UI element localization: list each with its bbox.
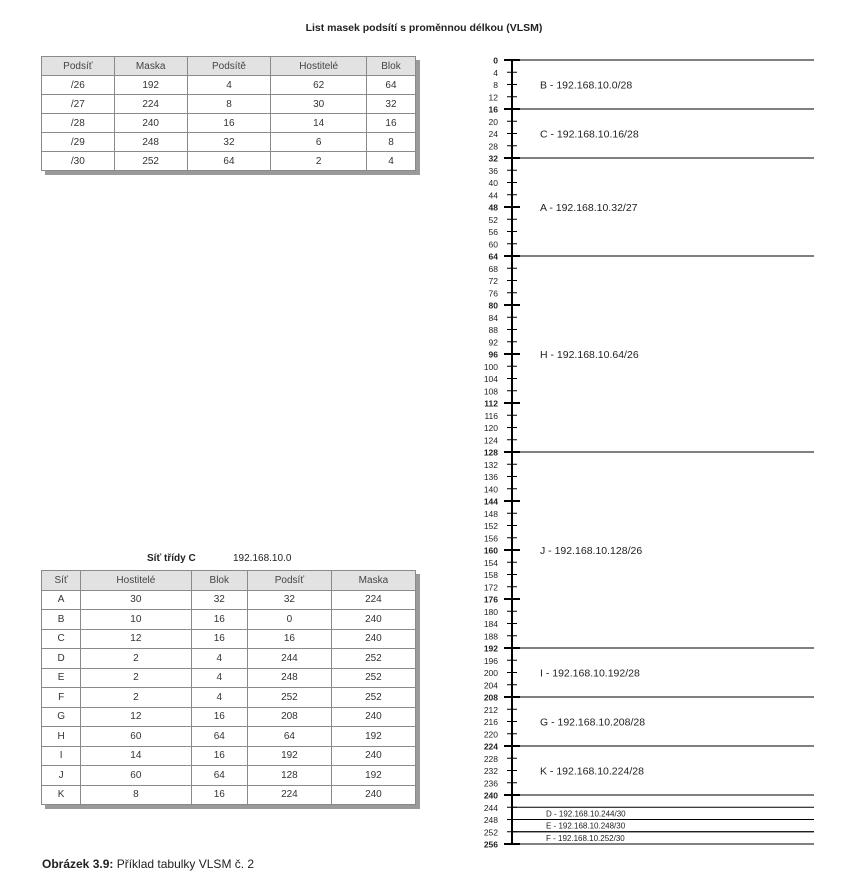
table-cell: 62 (271, 76, 367, 95)
scale-tick-label: 68 (488, 263, 498, 274)
table-cell: 14 (271, 114, 367, 133)
scale-tick-label: 48 (488, 202, 498, 213)
scale-tick-label: 72 (488, 276, 498, 286)
table-cell: 4 (366, 152, 415, 171)
scale-tick-label: 88 (488, 325, 498, 335)
table-cell: 16 (191, 785, 248, 805)
table-cell: 2 (271, 152, 367, 171)
table-cell: 4 (191, 668, 248, 688)
scale-tick-label: 152 (483, 521, 498, 531)
scale-tick-label: 36 (488, 165, 498, 176)
table-cell: 2 (81, 668, 191, 688)
table-cell: 12 (81, 707, 191, 727)
table-cell: 0 (248, 610, 332, 630)
table-cell: 32 (366, 95, 415, 114)
table-cell: 16 (191, 629, 248, 649)
scale-tick-label: 104 (483, 374, 498, 384)
table-cell: 8 (366, 133, 415, 152)
table-cell: 64 (187, 152, 271, 171)
table-cell: C (42, 629, 81, 649)
scale-tick-label: 192 (483, 643, 498, 654)
block-label: E - 192.168.10.248/30 (546, 821, 626, 831)
scale-tick-label: 248 (483, 815, 498, 825)
table-cell: 252 (248, 688, 332, 708)
table-cell: 240 (331, 610, 415, 630)
scale-tick-label: 140 (483, 484, 498, 495)
block-label: A - 192.168.10.32/27 (540, 202, 638, 214)
scale-tick-label: 80 (488, 300, 498, 311)
table-cell: 248 (248, 668, 332, 688)
scale-tick-label: 84 (488, 312, 498, 323)
scale-tick-label: 76 (488, 288, 498, 299)
table-cell: 16 (366, 114, 415, 133)
scale-tick-label: 100 (483, 361, 498, 372)
table-cell: I (42, 746, 81, 766)
table-cell: 8 (187, 95, 271, 114)
scale-tick-label: 144 (483, 496, 498, 507)
scale-tick-label: 216 (483, 717, 498, 727)
table-cell: 6 (271, 133, 367, 152)
col-blok: Blok (366, 57, 415, 76)
table-cell: 30 (271, 95, 367, 114)
scale-tick-label: 112 (484, 398, 498, 409)
table-cell: 128 (248, 766, 332, 786)
scale-tick-label: 20 (488, 116, 498, 127)
table-cell: 64 (191, 727, 248, 747)
scale-tick-label: 40 (488, 178, 498, 188)
table-cell: 4 (187, 76, 271, 95)
table-cell: 30 (81, 590, 191, 610)
scale-tick-label: 208 (483, 692, 498, 703)
col-maska: Maska (331, 571, 415, 591)
block-label: D - 192.168.10.244/30 (546, 809, 626, 819)
scale-tick-label: 236 (483, 778, 498, 789)
scale-tick-label: 220 (483, 729, 498, 740)
table-cell: 16 (248, 629, 332, 649)
table-cell: 240 (331, 707, 415, 727)
col-hostitele: Hostitelé (81, 571, 191, 591)
table-cell: 240 (114, 114, 187, 133)
scale-tick-label: 136 (483, 472, 498, 482)
table-cell: 252 (331, 668, 415, 688)
table-cell: 32 (187, 133, 271, 152)
scale-tick-label: 92 (488, 337, 498, 348)
scale-tick-label: 160 (483, 545, 498, 556)
scale-tick-label: 28 (488, 141, 498, 152)
caption-text: Příklad tabulky VLSM č. 2 (116, 857, 255, 871)
scale-tick-label: 12 (488, 92, 498, 103)
table-cell: J (42, 766, 81, 786)
table-cell: D (42, 649, 81, 669)
table-cell: 244 (248, 649, 332, 669)
table-cell: 60 (81, 727, 191, 747)
scale-tick-label: 156 (483, 533, 498, 544)
table-cell: 12 (81, 629, 191, 649)
scale-tick-label: 64 (488, 251, 498, 262)
scale-tick-label: 204 (483, 680, 498, 691)
scale-tick-label: 44 (488, 190, 498, 201)
scale-tick-label: 128 (483, 447, 498, 458)
scale-tick-label: 116 (484, 410, 498, 421)
table-cell: 224 (248, 785, 332, 805)
block-label: F - 192.168.10.252/30 (546, 833, 625, 843)
col-maska: Maska (114, 57, 187, 76)
table-cell: A (42, 590, 81, 610)
scale-tick-label: 232 (483, 766, 498, 776)
scale-tick-label: 154 (483, 557, 498, 568)
scale-tick-label: 228 (483, 753, 498, 764)
caption-label: Obrázek 3.9: (42, 857, 114, 871)
table-cell: 192 (114, 76, 187, 95)
scale-tick-label: 32 (488, 153, 498, 164)
table-cell: H (42, 727, 81, 747)
table-cell: /30 (42, 152, 115, 171)
table-cell: G (42, 707, 81, 727)
scale-tick-label: 256 (483, 839, 498, 850)
scale-tick-label: 252 (483, 827, 498, 838)
table-cell: 4 (191, 688, 248, 708)
table-cell: 252 (331, 688, 415, 708)
table-cell: 208 (248, 707, 332, 727)
scale-tick-label: 52 (488, 214, 498, 225)
table-cell: 16 (191, 746, 248, 766)
scale-tick-label: 108 (483, 386, 498, 397)
col-podsit: Podsíť (42, 57, 115, 76)
table-cell: 4 (191, 649, 248, 669)
table-cell: 32 (191, 590, 248, 610)
col-podsite: Podsítě (187, 57, 271, 76)
table-cell: F (42, 688, 81, 708)
table-cell: 16 (191, 707, 248, 727)
table-cell: /28 (42, 114, 115, 133)
scale-tick-label: 240 (483, 790, 498, 801)
scale-tick-label: 244 (483, 802, 498, 813)
scale-tick-label: 184 (483, 619, 498, 629)
table-cell: 2 (81, 649, 191, 669)
scale-tick-label: 24 (488, 129, 498, 139)
table-cell: 252 (114, 152, 187, 171)
table-cell: 64 (366, 76, 415, 95)
block-label: I - 192.168.10.192/28 (540, 667, 640, 680)
scale-tick-label: 180 (483, 606, 498, 617)
scale-tick-label: 16 (488, 104, 498, 115)
table-cell: 32 (248, 590, 332, 610)
col-podsit: Podsíť (248, 571, 332, 591)
scale-tick-label: 124 (483, 435, 498, 446)
scale-tick-label: 56 (488, 227, 498, 237)
table-cell: 2 (81, 688, 191, 708)
table-cell: 240 (331, 785, 415, 805)
diagram-title: List masek podsítí s proměnnou délkou (VLSM) (305, 22, 543, 34)
scale-tick-label: 176 (483, 594, 498, 605)
col-blok: Blok (191, 571, 248, 591)
block-label: B - 192.168.10.0/28 (540, 79, 633, 92)
table-cell: 16 (187, 114, 271, 133)
scale-tick-label: 200 (483, 668, 498, 678)
table-cell: /27 (42, 95, 115, 114)
scale-tick-label: 60 (488, 239, 498, 250)
scale-tick-label: 172 (483, 582, 498, 593)
scale-tick-label: 0 (493, 55, 498, 66)
table-cell: 224 (331, 590, 415, 610)
block-label: C - 192.168.10.16/28 (540, 128, 639, 141)
scale-tick-label: 188 (483, 631, 498, 642)
table-cell: 10 (81, 610, 191, 630)
class-c-title: Síť třídy C (147, 553, 196, 564)
col-sit: Síť (42, 571, 81, 591)
table-cell: 60 (81, 766, 191, 786)
block-label: K - 192.168.10.224/28 (540, 765, 644, 778)
table-cell: /26 (42, 76, 115, 95)
scale-tick-label: 8 (493, 80, 498, 90)
scale-tick-label: 158 (483, 570, 498, 580)
scale-tick-label: 120 (483, 423, 498, 433)
table-cell: 16 (191, 610, 248, 630)
scale-tick-label: 196 (483, 655, 498, 666)
table-cell: 248 (114, 133, 187, 152)
block-label: G - 192.168.10.208/28 (540, 716, 646, 729)
table-cell: 192 (331, 766, 415, 786)
table-cell: 64 (248, 727, 332, 747)
table-cell: 192 (331, 727, 415, 747)
scale-tick-label: 224 (483, 741, 498, 752)
table-cell: K (42, 785, 81, 805)
scale-tick-label: 4 (493, 67, 498, 78)
table-cell: B (42, 610, 81, 630)
block-label: J - 192.168.10.128/26 (540, 545, 643, 557)
block-label: H - 192.168.10.64/26 (540, 349, 639, 361)
scale-tick-label: 212 (483, 704, 498, 715)
table-cell: /29 (42, 133, 115, 152)
scale-tick-label: 96 (488, 349, 498, 360)
table-cell: 14 (81, 746, 191, 766)
table-cell: 64 (191, 766, 248, 786)
table-cell: 240 (331, 746, 415, 766)
scale-tick-label: 148 (483, 508, 498, 519)
table-cell: E (42, 668, 81, 688)
table-cell: 252 (331, 649, 415, 669)
col-hostitele: Hostitelé (271, 57, 367, 76)
table-cell: 8 (81, 785, 191, 805)
class-c-network: 192.168.10.0 (233, 553, 292, 564)
table-cell: 224 (114, 95, 187, 114)
table-cell: 240 (331, 629, 415, 649)
table-cell: 192 (248, 746, 332, 766)
scale-tick-label: 132 (483, 459, 498, 470)
figure-caption (42, 857, 254, 871)
